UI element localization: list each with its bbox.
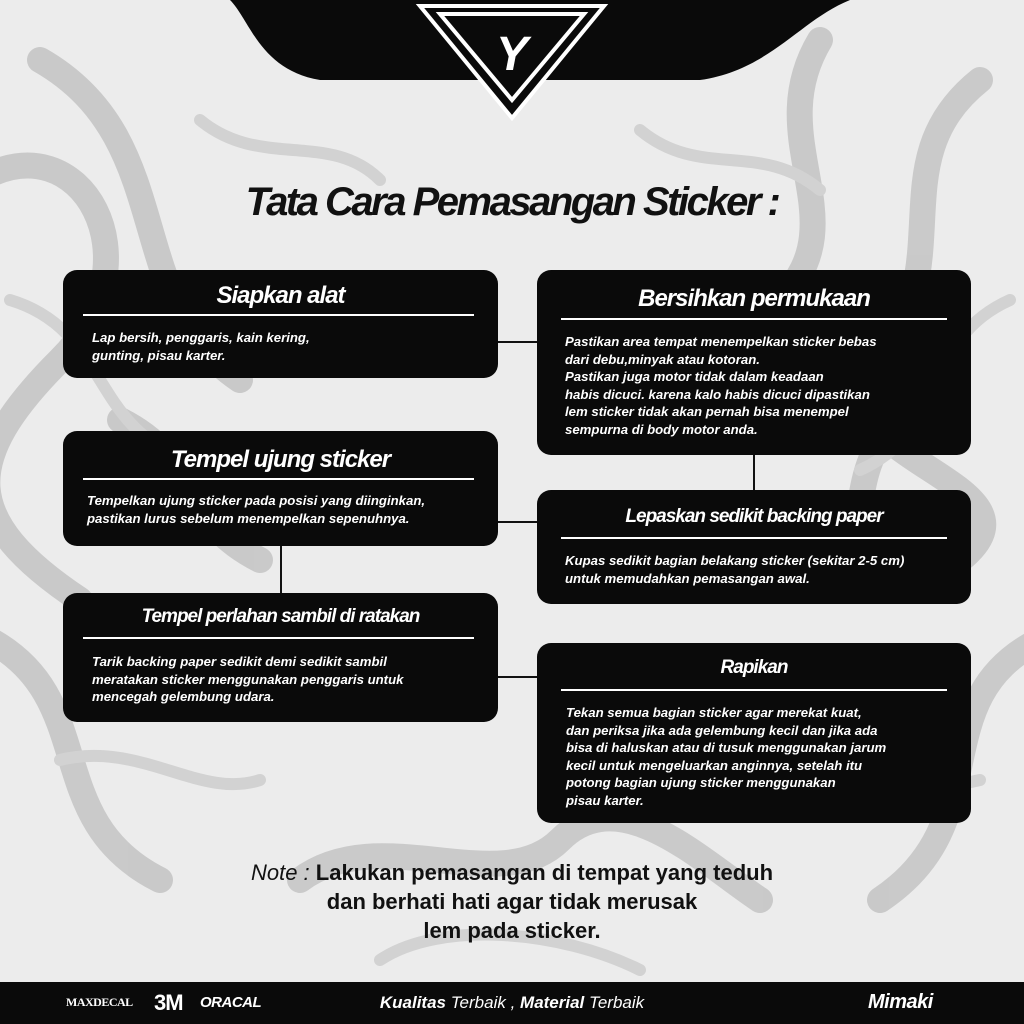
connector-line — [280, 545, 282, 593]
step-card-tempel-perlahan — [63, 593, 498, 722]
heading-divider — [83, 637, 474, 639]
step-body: Tarik backing paper sedikit demi sedikit sambil meratakan sticker menggunakan penggaris untuk mencegah gelembung udara. — [92, 654, 404, 705]
connector-line — [753, 454, 755, 490]
connector-line — [496, 341, 538, 343]
tagline-text: Terbaik , — [446, 993, 521, 1012]
oracal-logo: ORACAL — [200, 994, 262, 1011]
header-banner — [0, 0, 1024, 130]
connector-line — [496, 676, 538, 678]
3m-logo: 3M — [154, 990, 183, 1015]
heading-divider — [561, 318, 947, 320]
step-heading: Tempel ujung sticker — [170, 446, 391, 473]
heading-divider — [83, 478, 474, 480]
step-body: Kupas sedikit bagian belakang sticker (sekitar 2-5 cm) untuk memudahkan pemasangan awal. — [565, 553, 905, 586]
step-heading: Lepaskan sedikit backing paper — [625, 506, 883, 527]
step-heading: Tempel perlahan sambil di ratakan — [141, 606, 420, 627]
note-line-3: lem pada sticker. — [423, 918, 601, 943]
step-heading: Siapkan alat — [216, 282, 345, 309]
step-body: Tekan semua bagian sticker agar merekat kuat, dan periksa jika ada gelembung kecil dan jika ada bisa di haluskan atau di tusuk menggunakan jarum kecil untuk mengeluarkan anginnya, setelah itu potong bagian ujung sticker menggunakan pisau karter. — [566, 705, 887, 808]
step-heading: Bersihkan permukaan — [638, 285, 870, 312]
note-text: Lakukan pemasangan di tempat yang teduh — [315, 860, 774, 885]
footer-bar — [0, 982, 1024, 1024]
maxdecal-logo: MAXDECAL — [66, 995, 133, 1009]
step-body: Tempelkan ujung sticker pada posisi yang diinginkan, pastikan lurus sebelum menempelkan sepenuhnya. — [87, 493, 426, 526]
step-body: Pastikan area tempat menempelkan sticker bebas dari debu,minyak atau kotoran. Pastikan juga motor tidak dalam keadaan habis dicuci. karena kalo habis dicuci dipastikan lem sticker tidak akan pernah bisa menempel sempurna di body motor anda. — [565, 334, 877, 437]
tagline-word: Kualitas — [379, 993, 446, 1012]
connector-line — [496, 521, 538, 523]
note-label: Note : — [250, 860, 310, 885]
heading-divider — [561, 537, 947, 539]
page-title: Tata Cara Pemasangan Sticker : — [245, 180, 779, 224]
step-card-bersihkan-permukaan — [537, 270, 971, 455]
step-heading: Rapikan — [720, 657, 788, 678]
step-card-siapkan-alat — [63, 270, 498, 378]
note-line-1 — [0, 858, 1024, 887]
step-card-lepaskan-backing-paper — [537, 490, 971, 604]
heading-divider — [561, 689, 947, 691]
heading-divider — [83, 314, 474, 316]
step-card-rapikan — [537, 643, 971, 823]
mimaki-logo: Mimaki — [868, 991, 933, 1013]
step-body: Lap bersih, penggaris, kain kering, gunting, pisau karter. — [92, 330, 310, 363]
logo-letter: Y — [495, 28, 529, 81]
tagline-word: Material — [520, 993, 585, 1012]
note-line-2: dan berhati hati agar tidak merusak — [326, 889, 698, 914]
step-card-tempel-ujung-sticker — [63, 431, 498, 546]
tagline-text: Terbaik — [584, 993, 645, 1012]
